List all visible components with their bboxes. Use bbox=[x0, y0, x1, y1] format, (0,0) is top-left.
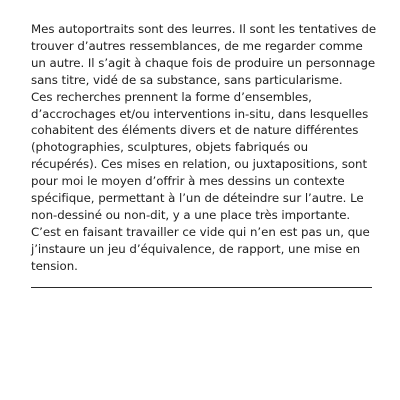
text-line-11: spécifique, permettant à l’un de déteindre sur l’autre. Le bbox=[31, 191, 364, 206]
statement-paragraph bbox=[31, 21, 376, 275]
text-line-5: Ces recherches prennent la forme d’ensembles, bbox=[31, 89, 312, 104]
horizontal-divider bbox=[31, 287, 372, 288]
text-line-14: j’instaure un jeu d’équivalence, de rapport, une mise en bbox=[31, 241, 361, 256]
text-line-1: Mes autoportraits sont des leurres. Il sont les tentatives de bbox=[31, 22, 377, 36]
text-line-15: tension. bbox=[31, 258, 78, 273]
text-line-8: (photographies, sculptures, objets fabriqués ou bbox=[31, 140, 309, 155]
text-line-3: un autre. Il s’agit à chaque fois de produire un personnage bbox=[31, 55, 376, 70]
text-line-10: pour moi le moyen d’offrir à mes dessins un contexte bbox=[31, 174, 345, 189]
text-line-6: d’accrochages et/ou interventions in-situ, dans lesquelles bbox=[31, 106, 369, 121]
text-line-9: récupérés). Ces mises en relation, ou juxtapositions, sont bbox=[31, 157, 368, 172]
text-line-13: C’est en faisant travailler ce vide qui n’en est pas un, que bbox=[31, 224, 370, 239]
text-line-12: non-dessiné ou non-dit, y a une place très importante. bbox=[31, 207, 351, 222]
text-line-7: cohabitent des éléments divers et de nature différentes bbox=[31, 123, 359, 138]
text-line-4: sans titre, vidé de sa substance, sans particularisme. bbox=[31, 72, 343, 87]
text-line-2: trouver d’autres ressemblances, de me regarder comme bbox=[31, 38, 363, 53]
